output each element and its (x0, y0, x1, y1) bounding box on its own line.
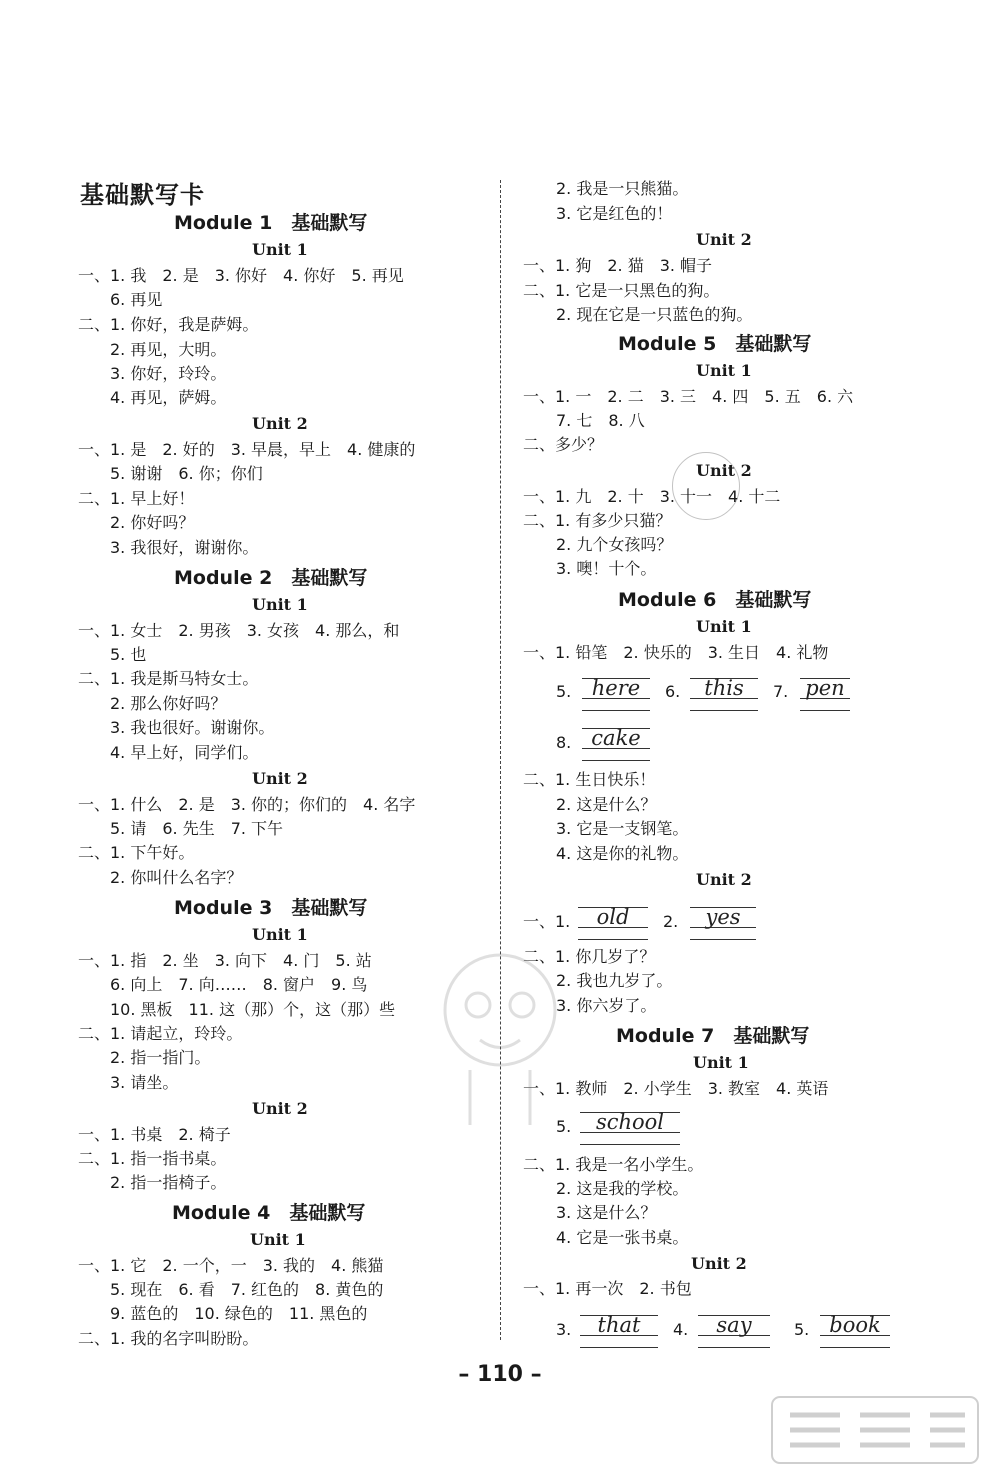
item-number: 5. (794, 1320, 810, 1339)
handwritten-word: school (595, 1110, 665, 1134)
answer-line: 2. 那么你好吗？ (110, 694, 227, 713)
unit-heading: Unit 2 (252, 769, 308, 788)
handwriting-lines (820, 1311, 890, 1347)
module-1-heading: Module 1 基础默写 (174, 212, 368, 234)
answer-line: 2. 再见，大明。 (110, 340, 227, 359)
answer-line: 一、1. 女士 2. 男孩 3. 女孩 4. 那么，和 (78, 621, 400, 640)
handwriting-lines (698, 1311, 770, 1347)
handwriting-lines (690, 903, 756, 939)
answer-line: 3. 我也很好。谢谢你。 (110, 718, 275, 737)
answer-line: 一、1. 它 2. 一个，一 3. 我的 4. 熊猫 (78, 1256, 384, 1275)
unit-heading: Unit 1 (696, 361, 752, 380)
answer-line: 9. 蓝色的 10. 绿色的 11. 黑色的 (110, 1304, 368, 1323)
handwritten-word: say (716, 1313, 752, 1337)
item-number: 5. (556, 1117, 572, 1136)
handwriting-lines (578, 903, 648, 939)
answer-line: 4. 它是一张书桌。 (556, 1228, 689, 1247)
answer-line: 2. 我也九岁了。 (556, 971, 673, 990)
answer-line: 3. 这是什么？ (556, 1203, 657, 1222)
module-2-heading: Module 2 基础默写 (174, 567, 368, 589)
answer-line: 一、1. 铅笔 2. 快乐的 3. 生日 4. 礼物 (523, 643, 829, 662)
item-number: 5. (556, 682, 572, 701)
module-6-heading: Module 6 基础默写 (618, 589, 812, 611)
answer-line: 5. 现在 6. 看 7. 红色的 8. 黄色的 (110, 1280, 384, 1299)
unit-heading: Unit 2 (252, 1099, 308, 1118)
item-number: 7. (773, 682, 789, 701)
handwritten-word: this (704, 676, 744, 700)
handwritten-word: pen (805, 676, 845, 700)
answer-line: 3. 我很好，谢谢你。 (110, 538, 259, 557)
item-number: 一、1. (523, 912, 571, 931)
answer-line: 2. 这是我的学校。 (556, 1179, 689, 1198)
answer-line: 一、1. 教师 2. 小学生 3. 教室 4. 英语 (523, 1079, 829, 1098)
answer-line: 二、1. 指一指书桌。 (78, 1149, 227, 1168)
answer-line: 一、1. 狗 2. 猫 3. 帽子 (523, 256, 713, 275)
answer-line: 5. 也 (110, 645, 147, 664)
answer-line: 一、1. 我 2. 是 3. 你好 4. 你好 5. 再见 (78, 266, 404, 285)
answer-line: 二、多少？ (523, 435, 604, 454)
answer-line: 10. 黑板 11. 这（那）个，这（那）些 (110, 1000, 396, 1019)
module-4-heading: Module 4 基础默写 (172, 1202, 366, 1224)
answer-line: 二、1. 你好，我是萨姆。 (78, 315, 259, 334)
answer-line: 一、1. 书桌 2. 椅子 (78, 1125, 231, 1144)
answer-line: 2. 你叫什么名字？ (110, 868, 243, 887)
unit-heading: Unit 2 (696, 461, 752, 480)
answer-line: 3. 它是红色的！ (556, 204, 673, 223)
answer-line: 一、1. 再一次 2. 书包 (523, 1279, 692, 1298)
unit-heading: Unit 2 (252, 414, 308, 433)
answer-line: 二、1. 它是一只黑色的狗。 (523, 281, 720, 300)
mascot-illustration (430, 940, 570, 1130)
handwriting-lines (582, 724, 650, 760)
answer-line: 2. 我是一只熊猫。 (556, 179, 689, 198)
unit-heading: Unit 1 (693, 1053, 749, 1072)
answer-line: 2. 指一指椅子。 (110, 1173, 227, 1192)
module-7-heading: Module 7 基础默写 (616, 1025, 810, 1047)
handwritten-word: cake (591, 726, 641, 750)
answer-line: 二、1. 我是一名小学生。 (523, 1155, 704, 1174)
module-3-heading: Module 3 基础默写 (174, 897, 368, 919)
answer-line: 2. 现在它是一只蓝色的狗。 (556, 305, 753, 324)
answer-line: 二、1. 我的名字叫盼盼。 (78, 1329, 259, 1348)
answer-line: 一、1. 是 2. 好的 3. 早晨，早上 4. 健康的 (78, 440, 416, 459)
answer-line: 2. 这是什么？ (556, 795, 657, 814)
unit-heading: Unit 1 (252, 240, 308, 259)
handwriting-lines (580, 1311, 658, 1347)
answer-line: 4. 再见，萨姆。 (110, 388, 227, 407)
answer-line: 二、1. 我是斯马特女士。 (78, 669, 259, 688)
handwritten-word: book (829, 1313, 881, 1337)
item-number: 8. (556, 733, 572, 752)
answer-line: 5. 谢谢 6. 你；你们 (110, 464, 263, 483)
answer-line: 一、1. 九 2. 十 3. 十一 4. 十二 (523, 487, 781, 506)
column-divider (500, 180, 501, 1340)
answer-line: 4. 这是你的礼物。 (556, 844, 689, 863)
answer-line: 二、1. 你几岁了？ (523, 947, 656, 966)
unit-heading: Unit 1 (252, 595, 308, 614)
handwritten-word: that (597, 1313, 641, 1337)
answer-line: 2. 你好吗？ (110, 513, 195, 532)
handwriting-lines (582, 674, 650, 710)
answer-line: 3. 噢！十个。 (556, 559, 657, 578)
answer-line: 6. 向上 7. 向…… 8. 窗户 9. 鸟 (110, 975, 368, 994)
answer-line: 2. 指一指门。 (110, 1048, 211, 1067)
answer-line: 一、1. 指 2. 坐 3. 向下 4. 门 5. 站 (78, 951, 372, 970)
answer-line: 一、1. 什么 2. 是 3. 你的；你们的 4. 名字 (78, 795, 416, 814)
unit-heading: Unit 2 (696, 870, 752, 889)
answer-line: 4. 早上好，同学们。 (110, 743, 259, 762)
answer-line: 7. 七 8. 八 (556, 411, 645, 430)
module-5-heading: Module 5 基础默写 (618, 333, 812, 355)
handwritten-word: here (591, 676, 641, 700)
item-number: 3. (556, 1320, 572, 1339)
answer-line: 3. 请坐。 (110, 1073, 179, 1092)
answer-line: 二、1. 早上好！ (78, 489, 195, 508)
answer-line: 二、1. 有多少只猫？ (523, 511, 672, 530)
answer-line: 2. 九个女孩吗？ (556, 535, 673, 554)
answer-line: 3. 你六岁了。 (556, 996, 657, 1015)
unit-heading: Unit 1 (250, 1230, 306, 1249)
watermark-logo (770, 1395, 980, 1465)
handwritten-word: yes (705, 905, 741, 929)
item-number: 2. (663, 912, 679, 931)
handwritten-word: old (596, 905, 630, 929)
item-number: 4. (673, 1320, 689, 1339)
answer-line: 5. 请 6. 先生 7. 下午 (110, 819, 284, 838)
unit-heading: Unit 1 (696, 617, 752, 636)
page-title: 基础默写卡 (80, 181, 205, 209)
handwriting-lines (690, 674, 758, 710)
answer-line: 二、1. 生日快乐！ (523, 770, 656, 789)
page-number: – 110 – (458, 1362, 542, 1387)
unit-heading: Unit 2 (691, 1254, 747, 1273)
handwriting-lines (800, 674, 850, 710)
unit-heading: Unit 1 (252, 925, 308, 944)
answer-line: 二、1. 下午好。 (78, 843, 195, 862)
answer-line: 一、1. 一 2. 二 3. 三 4. 四 5. 五 6. 六 (523, 387, 854, 406)
answer-line: 6. 再见 (110, 290, 163, 309)
answer-line: 二、1. 请起立，玲玲。 (78, 1024, 243, 1043)
answer-line: 3. 它是一支钢笔。 (556, 819, 689, 838)
unit-heading: Unit 2 (696, 230, 752, 249)
answer-line: 3. 你好，玲玲。 (110, 364, 227, 383)
handwriting-lines (580, 1108, 680, 1144)
item-number: 6. (665, 682, 681, 701)
